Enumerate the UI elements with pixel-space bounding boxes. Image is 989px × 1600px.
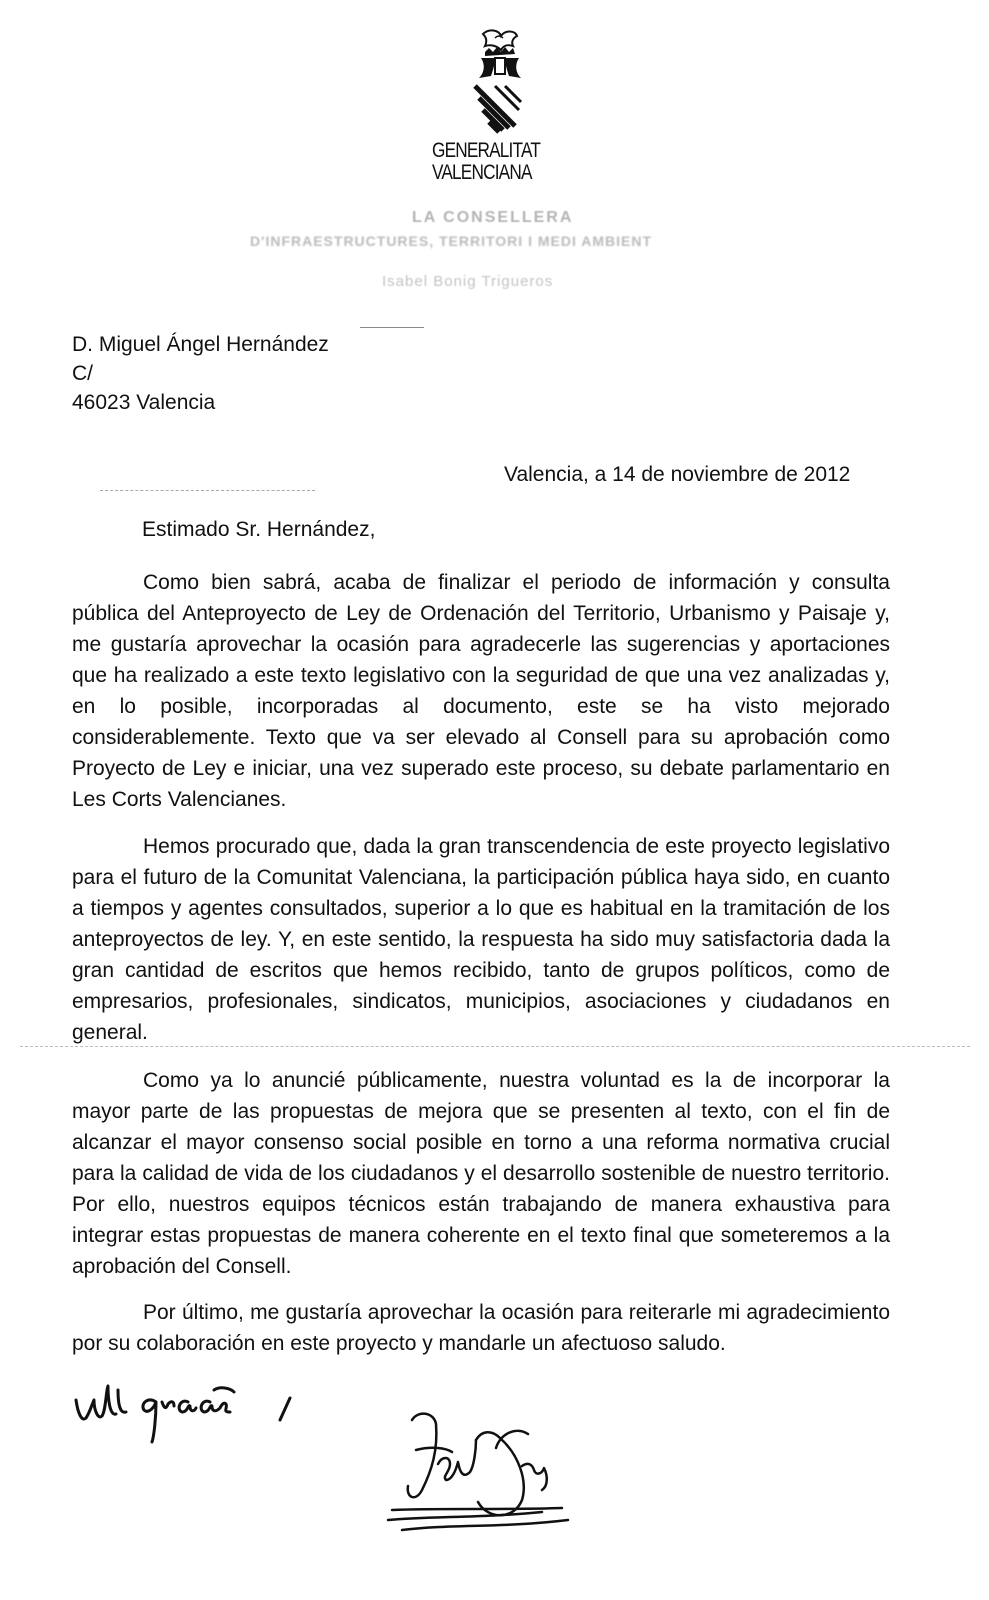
recipient-street: C/: [72, 362, 93, 385]
header-rule: [360, 327, 424, 328]
scan-artifact-line: [100, 490, 315, 491]
date-line: Valencia, a 14 de noviembre de 2012: [504, 463, 851, 486]
faded-stamp-title: LA CONSELLERA: [412, 209, 574, 226]
scan-artifact-line-2: [20, 1046, 970, 1047]
paragraph-4: Por último, me gustaría aprovechar la ocasión para reiterarle mi agradecimiento por su colaboración en este proyecto y mandarle un afectuoso saludo.: [72, 1301, 890, 1355]
handwritten-note: [70, 1378, 310, 1448]
faded-stamp-department: D'INFRAESTRUCTURES, TERRITORI I MEDI AMBIENT: [250, 233, 652, 249]
salutation: Estimado Sr. Hernández,: [142, 518, 376, 541]
recipient-address: [72, 330, 329, 417]
signature: [372, 1390, 582, 1580]
org-line-2: VALENCIANA: [432, 161, 532, 184]
org-line-1: GENERALITAT: [432, 139, 541, 162]
recipient-city: 46023 Valencia: [72, 391, 216, 414]
paragraph-2: Hemos procurado que, dada la gran transcendencia de este proyecto legislativo para el futuro de la Comunitat Valenciana, la participación pública haya sido, en cuanto a tiempos y agentes consultados, superior a lo que es habitual en la tramitación de los anteproyectos de ley. Y, en este sentido, la respuesta ha sido muy satisfactoria dada la gran cantidad de escritos que hemos recibido, tanto de grupos políticos, como de empresarios, profesionales, sindicatos, municipios, asociaciones y ciudadanos en general.: [72, 835, 890, 1044]
recipient-name: D. Miguel Ángel Hernández: [72, 333, 329, 356]
paragraph-1: Como bien sabrá, acaba de finalizar el periodo de información y consulta pública del Anteproyecto de Ley de Ordenación del Territorio, Urbanismo y Paisaje y, me gustaría aprovechar la ocasión para agradecerle las sugerencias y aportaciones que ha realizado a este texto legislativo con la seguridad de que una vez analizadas y, en lo posible, incorporadas al documento, este se ha visto mejorado considerablemente. Texto que va ser elevado al Consell para su aprobación como Proyecto de Ley e iniciar, una vez superado este proceso, su debate parlamentario en Les Corts Valencianes.: [72, 571, 890, 811]
organization-name: [432, 140, 547, 184]
paragraph-3: Como ya lo anuncié públicamente, nuestra voluntad es la de incorporar la mayor parte de las propuestas de mejora que se presenten al texto, con el fin de alcanzar el mayor consenso social posible en torno a una reforma normativa crucial para la calidad de vida de los ciudadanos y el desarrollo sostenible de nuestro territorio. Por ello, nuestros equipos técnicos están trabajando de manera exhaustiva para integrar estas propuestas de manera coherente en el texto final que someteremos a la aprobación del Consell.: [72, 1069, 890, 1278]
faded-stamp-name: Isabel Bonig Trigueros: [382, 273, 554, 290]
generalitat-crest-logo: [455, 28, 545, 143]
